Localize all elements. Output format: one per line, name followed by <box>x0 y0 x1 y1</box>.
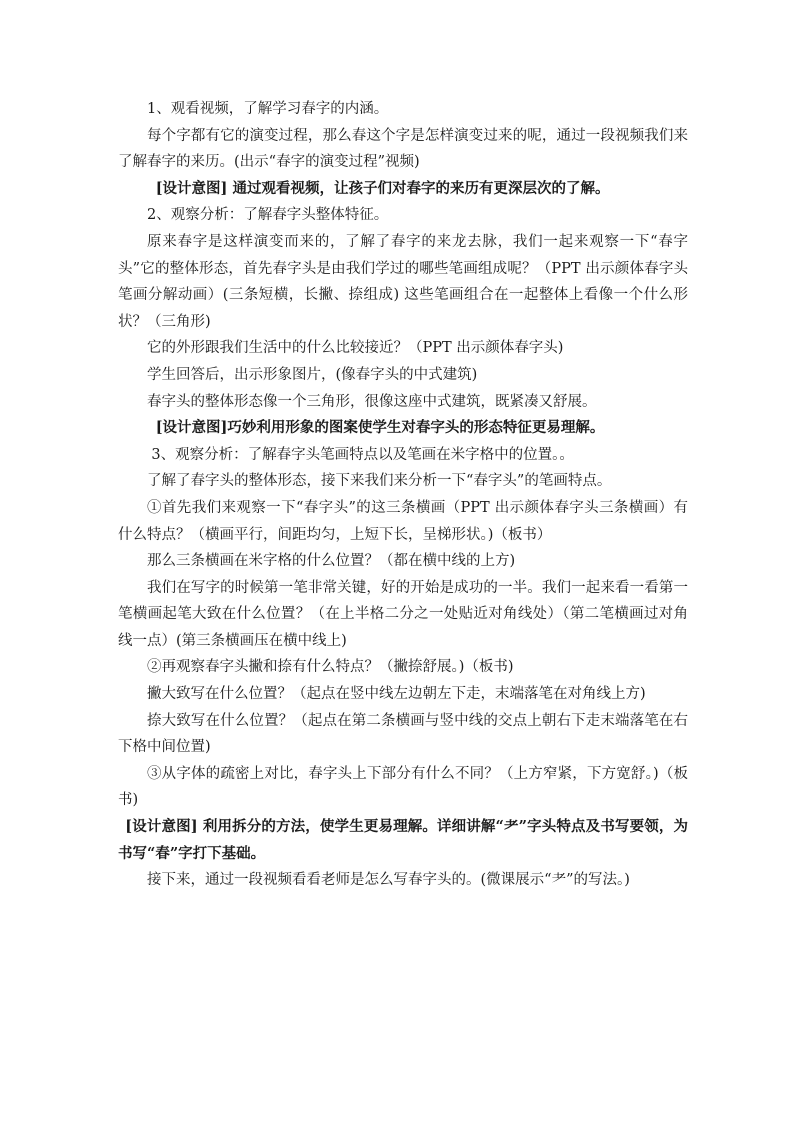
paragraph-first-stroke: 我们在写字的时候第一笔非常关键，好的开始是成功的一半。我们一起来看一看第一笔横画起笔大致在什么位置？（在上半格二分之一处贴近对角线处）（第二笔横画过对角线一点）(第三条横画压在横中线上) <box>118 579 688 649</box>
document-page <box>118 96 688 894</box>
paragraph-density: ③从字体的疏密上对比，春字头上下部分有什么不同？（上方窄紧，下方宽舒。)（板书) <box>118 765 688 809</box>
paragraph-three-horizontals: ①首先我们来观察一下“春字头”的这三条横画（PPT 出示颜体春字头三条横画）有什么特点？（横画平行，间距均匀，上短下长，呈梯形状。)（板书） <box>118 499 688 543</box>
step-3-heading: 3、观察分析：了解春字头笔画特点以及笔画在米字格中的位置。。 <box>151 446 574 463</box>
paragraph-triangle-summary: 春字头的整体形态像一个三角形，很像这座中式建筑，既紧凑又舒展。 <box>147 393 597 410</box>
step-1-heading: 1、观看视频，了解学习春字的内涵。 <box>147 101 389 117</box>
design-intent-3: [设计意图] 利用拆分的方法，使学生更易理解。详细讲解“耂”字头特点及书写要领，为书写“春”字打下基础。 <box>118 818 688 862</box>
step-2-heading: 2、观察分析：了解春字头整体特征。 <box>147 207 389 224</box>
paragraph-pie-position: 撇大致写在什么位置？（起点在竖中线左边朝左下走，末端落笔在对角线上方) <box>147 686 646 703</box>
paragraph-overall-shape: 原来春字是这样演变而来的，了解了春字的来龙去脉，我们一起来观察一下“春字头”它的整体形态，首先春字头是由我们学过的哪些笔画组成呢？（PPT 出示颜体春字头笔画分解动画）(三条短横，长撇、捺组成) 这些笔画组合在一起整体上看像一个什么形状？（三角形) <box>118 233 688 330</box>
paragraph-evolution-video: 每个字都有它的演变过程，那么春这个字是怎样演变过来的呢，通过一段视频我们来了解春字的来历。(出示“春字的演变过程”视频) <box>118 127 688 171</box>
paragraph-student-answer: 学生回答后，出示形象图片，(像春字头的中式建筑) <box>147 366 478 383</box>
design-intent-1: [设计意图] 通过观看视频，让孩子们对春字的来历有更深层次的了解。 <box>155 179 610 197</box>
design-intent-2: [设计意图]巧妙利用形象的图案使学生对春字头的形态特征更易理解。 <box>155 419 605 437</box>
paragraph-na-position: 捺大致写在什么位置？（起点在第二条横画与竖中线的交点上朝右下走末端落笔在右下格中间位置) <box>118 712 688 756</box>
paragraph-shape-comparison: 它的外形跟我们生活中的什么比较接近？（PPT 出示颜体春字头) <box>147 340 564 357</box>
paragraph-horizontal-position: 那么三条横画在米字格的什么位置？（都在横中线的上方) <box>147 553 516 570</box>
paragraph-pie-na: ②再观察春字头撇和捺有什么特点？（撇捺舒展。)（板书) <box>147 659 514 676</box>
paragraph-micro-lesson: 接下来，通过一段视频看看老师是怎么写春字头的。(微课展示“耂”的写法。) <box>147 872 630 889</box>
paragraph-stroke-analysis-intro: 了解了春字头的整体形态，接下来我们来分析一下“春字头”的笔画特点。 <box>147 473 612 490</box>
